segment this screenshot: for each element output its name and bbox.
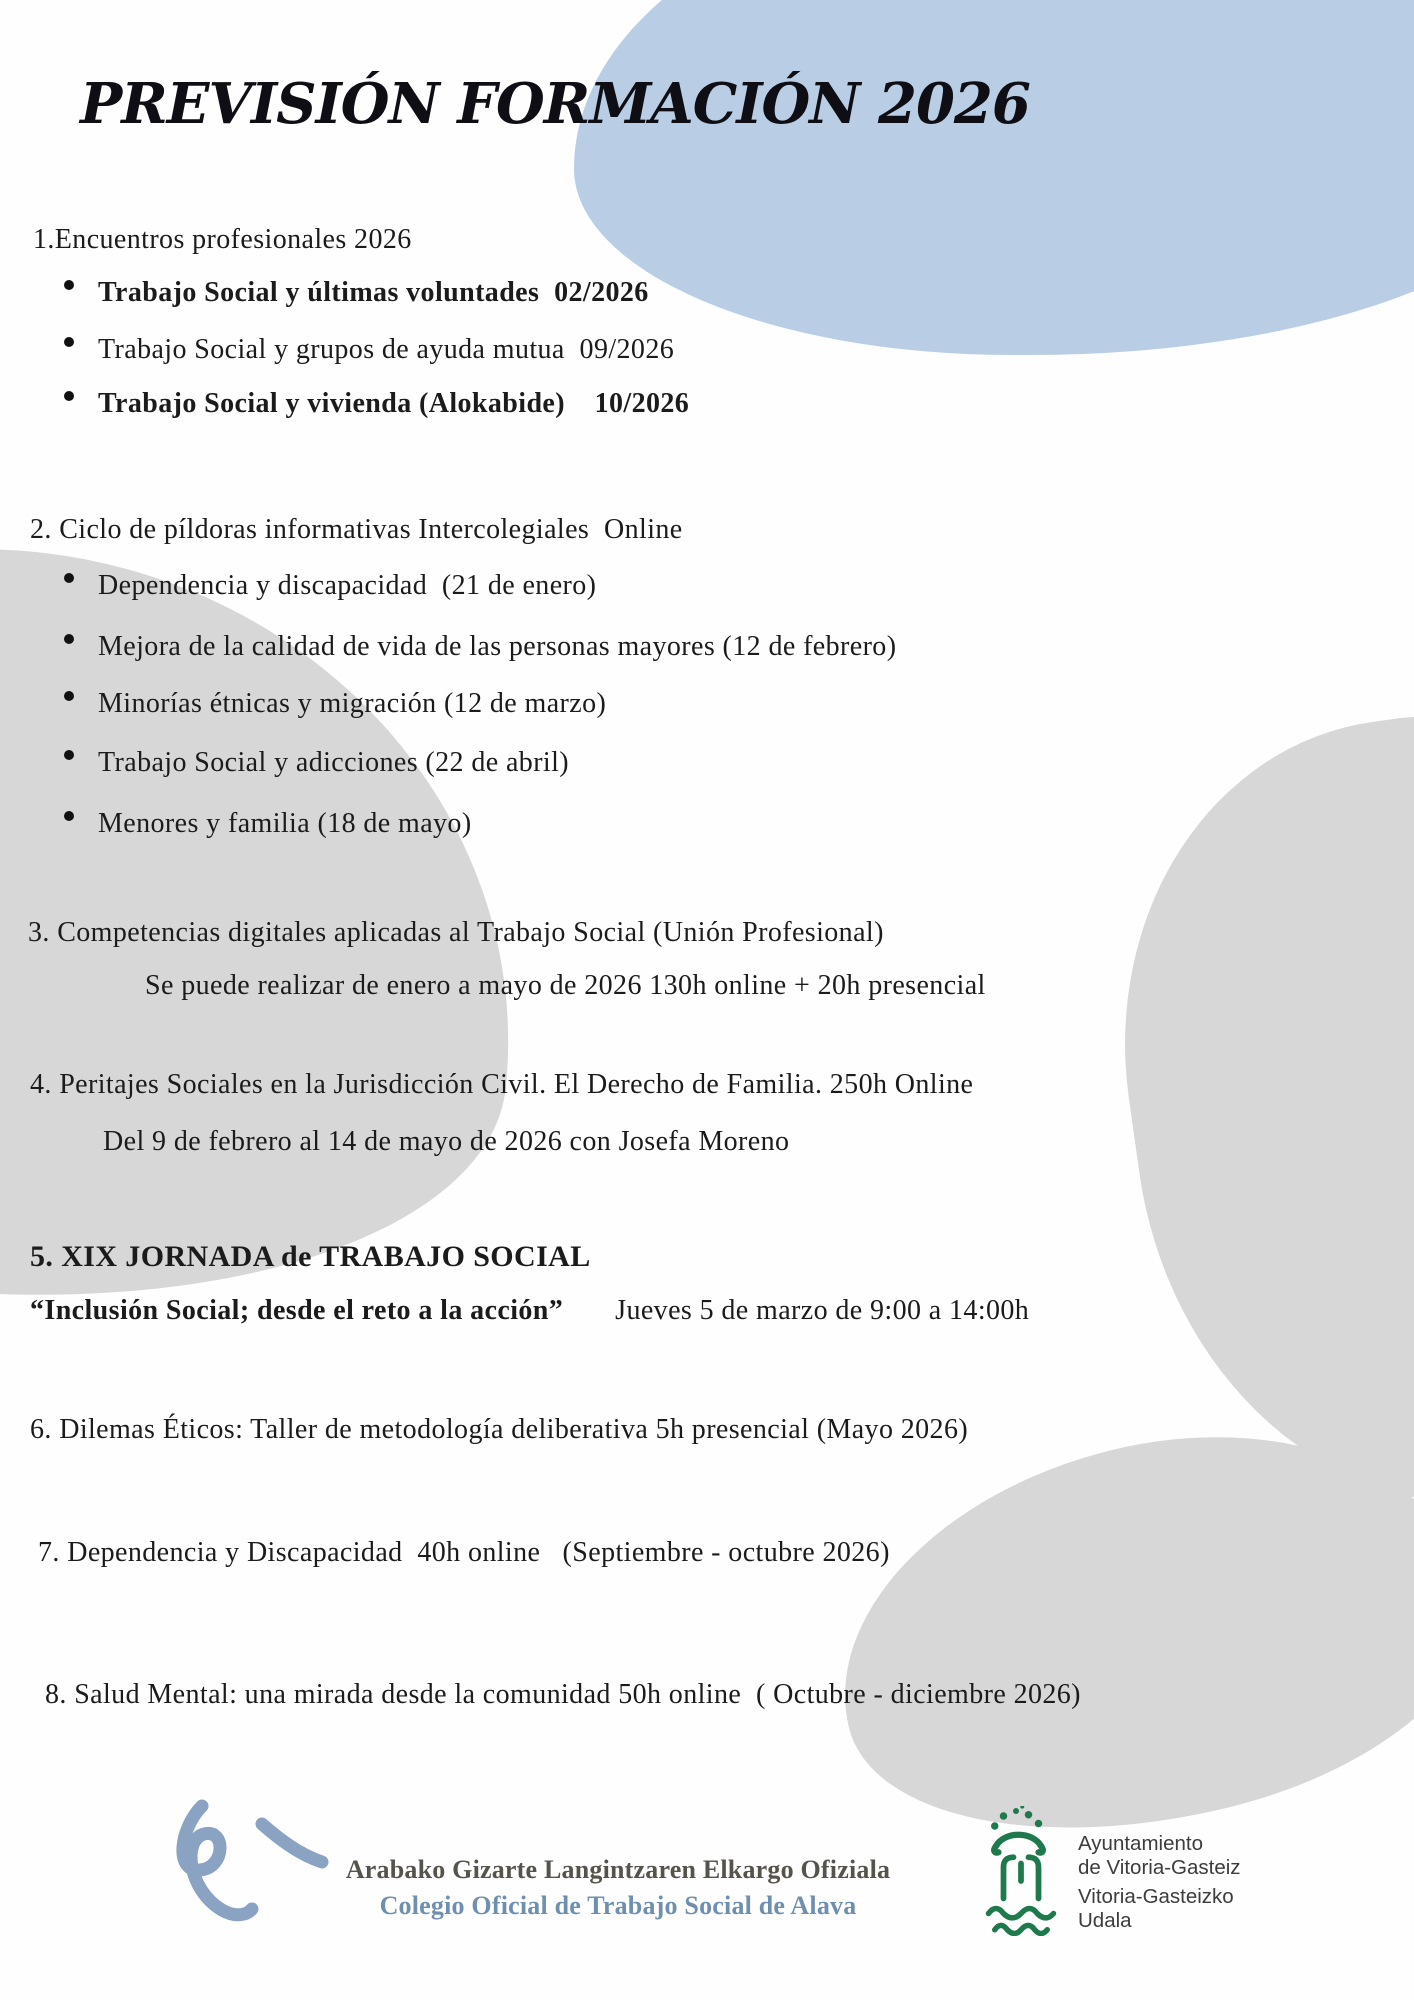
council-name-es-2: de Vitoria-Gasteiz [1078, 1856, 1241, 1879]
section-5-heading: 5. XIX JORNADA de TRABAJO SOCIAL [30, 1240, 591, 1273]
section-3-detail: Se puede realizar de enero a mayo de 2026 130h online + 20h presencial [145, 970, 986, 1001]
bullet-icon [64, 811, 74, 821]
list-item-label: Trabajo Social y adicciones (22 de abril) [98, 747, 570, 778]
section-4-heading: 4. Peritajes Sociales en la Jurisdicción Civil. El Derecho de Familia. 250h Online [30, 1069, 974, 1100]
list-item-label: Menores y familia (18 de mayo) [98, 808, 472, 839]
list-item-label: Dependencia y discapacidad (21 de enero) [98, 570, 597, 601]
section-7-heading: 7. Dependencia y Discapacidad 40h online (Septiembre - octubre 2026) [38, 1537, 890, 1568]
list-item-label: Mejora de la calidad de vida de las personas mayores (12 de febrero) [98, 631, 897, 662]
section-5-quote: “Inclusión Social; desde el reto a la acción” [30, 1295, 564, 1326]
decor-blob-top-right [574, 0, 1414, 355]
college-name-basque: Arabako Gizarte Langintzaren Elkargo Ofiziala [345, 1855, 891, 1884]
list-item [64, 331, 674, 369]
list-item [64, 567, 596, 605]
list-item [64, 805, 472, 843]
section-6-heading: 6. Dilemas Éticos: Taller de metodología deliberativa 5h presencial (Mayo 2026) [30, 1414, 969, 1445]
list-item [64, 744, 569, 782]
list-item [64, 685, 606, 723]
council-logo-text [1078, 1832, 1241, 1941]
list-item-label: Trabajo Social y últimas voluntades 02/2026 [98, 277, 649, 308]
council-name-es-1: Ayuntamiento [1078, 1832, 1203, 1855]
section-3-heading: 3. Competencias digitales aplicadas al Trabajo Social (Unión Profesional) [28, 917, 884, 948]
page-title: PREVISIÓN FORMACIÓN 2026 [80, 71, 1030, 137]
bullet-icon [64, 691, 74, 701]
list-item-label: Minorías étnicas y migración (12 de marzo) [98, 688, 607, 719]
list-item [64, 274, 649, 312]
section-5-schedule: Jueves 5 de marzo de 9:00 a 14:00h [615, 1295, 1030, 1326]
bullet-icon [64, 634, 74, 644]
vitoria-gasteiz-emblem-icon [982, 1806, 1060, 1941]
section-5-detail [30, 1292, 1029, 1330]
college-name-spanish: Colegio Oficial de Trabajo Social de Alava [379, 1891, 857, 1920]
decor-blob-right [1082, 685, 1414, 1545]
bullet-icon [64, 573, 74, 583]
bullet-icon [64, 337, 74, 347]
list-item-label: Trabajo Social y grupos de ayuda mutua 09/2026 [98, 334, 675, 365]
list-item [64, 385, 689, 423]
council-name-eu-2: Udala [1078, 1909, 1132, 1932]
college-logo-text [322, 1852, 914, 1924]
section-1-heading: 1.Encuentros profesionales 2026 [33, 224, 412, 255]
section-2-heading: 2. Ciclo de píldoras informativas Intercolegiales Online [30, 514, 683, 545]
bullet-icon [64, 750, 74, 760]
section-4-detail: Del 9 de febrero al 14 de mayo de 2026 con Josefa Moreno [103, 1126, 790, 1157]
college-logo-icon [168, 1792, 338, 1942]
list-item-label: Trabajo Social y vivienda (Alokabide) 10/2026 [98, 388, 690, 419]
list-item [64, 628, 896, 666]
council-name-eu-1: Vitoria-Gasteizko [1078, 1885, 1234, 1908]
council-logo [982, 1806, 1241, 1941]
bullet-icon [64, 280, 74, 290]
bullet-icon [64, 391, 74, 401]
section-8-heading: 8. Salud Mental: una mirada desde la comunidad 50h online ( Octubre - diciembre 2026) [45, 1679, 1081, 1710]
